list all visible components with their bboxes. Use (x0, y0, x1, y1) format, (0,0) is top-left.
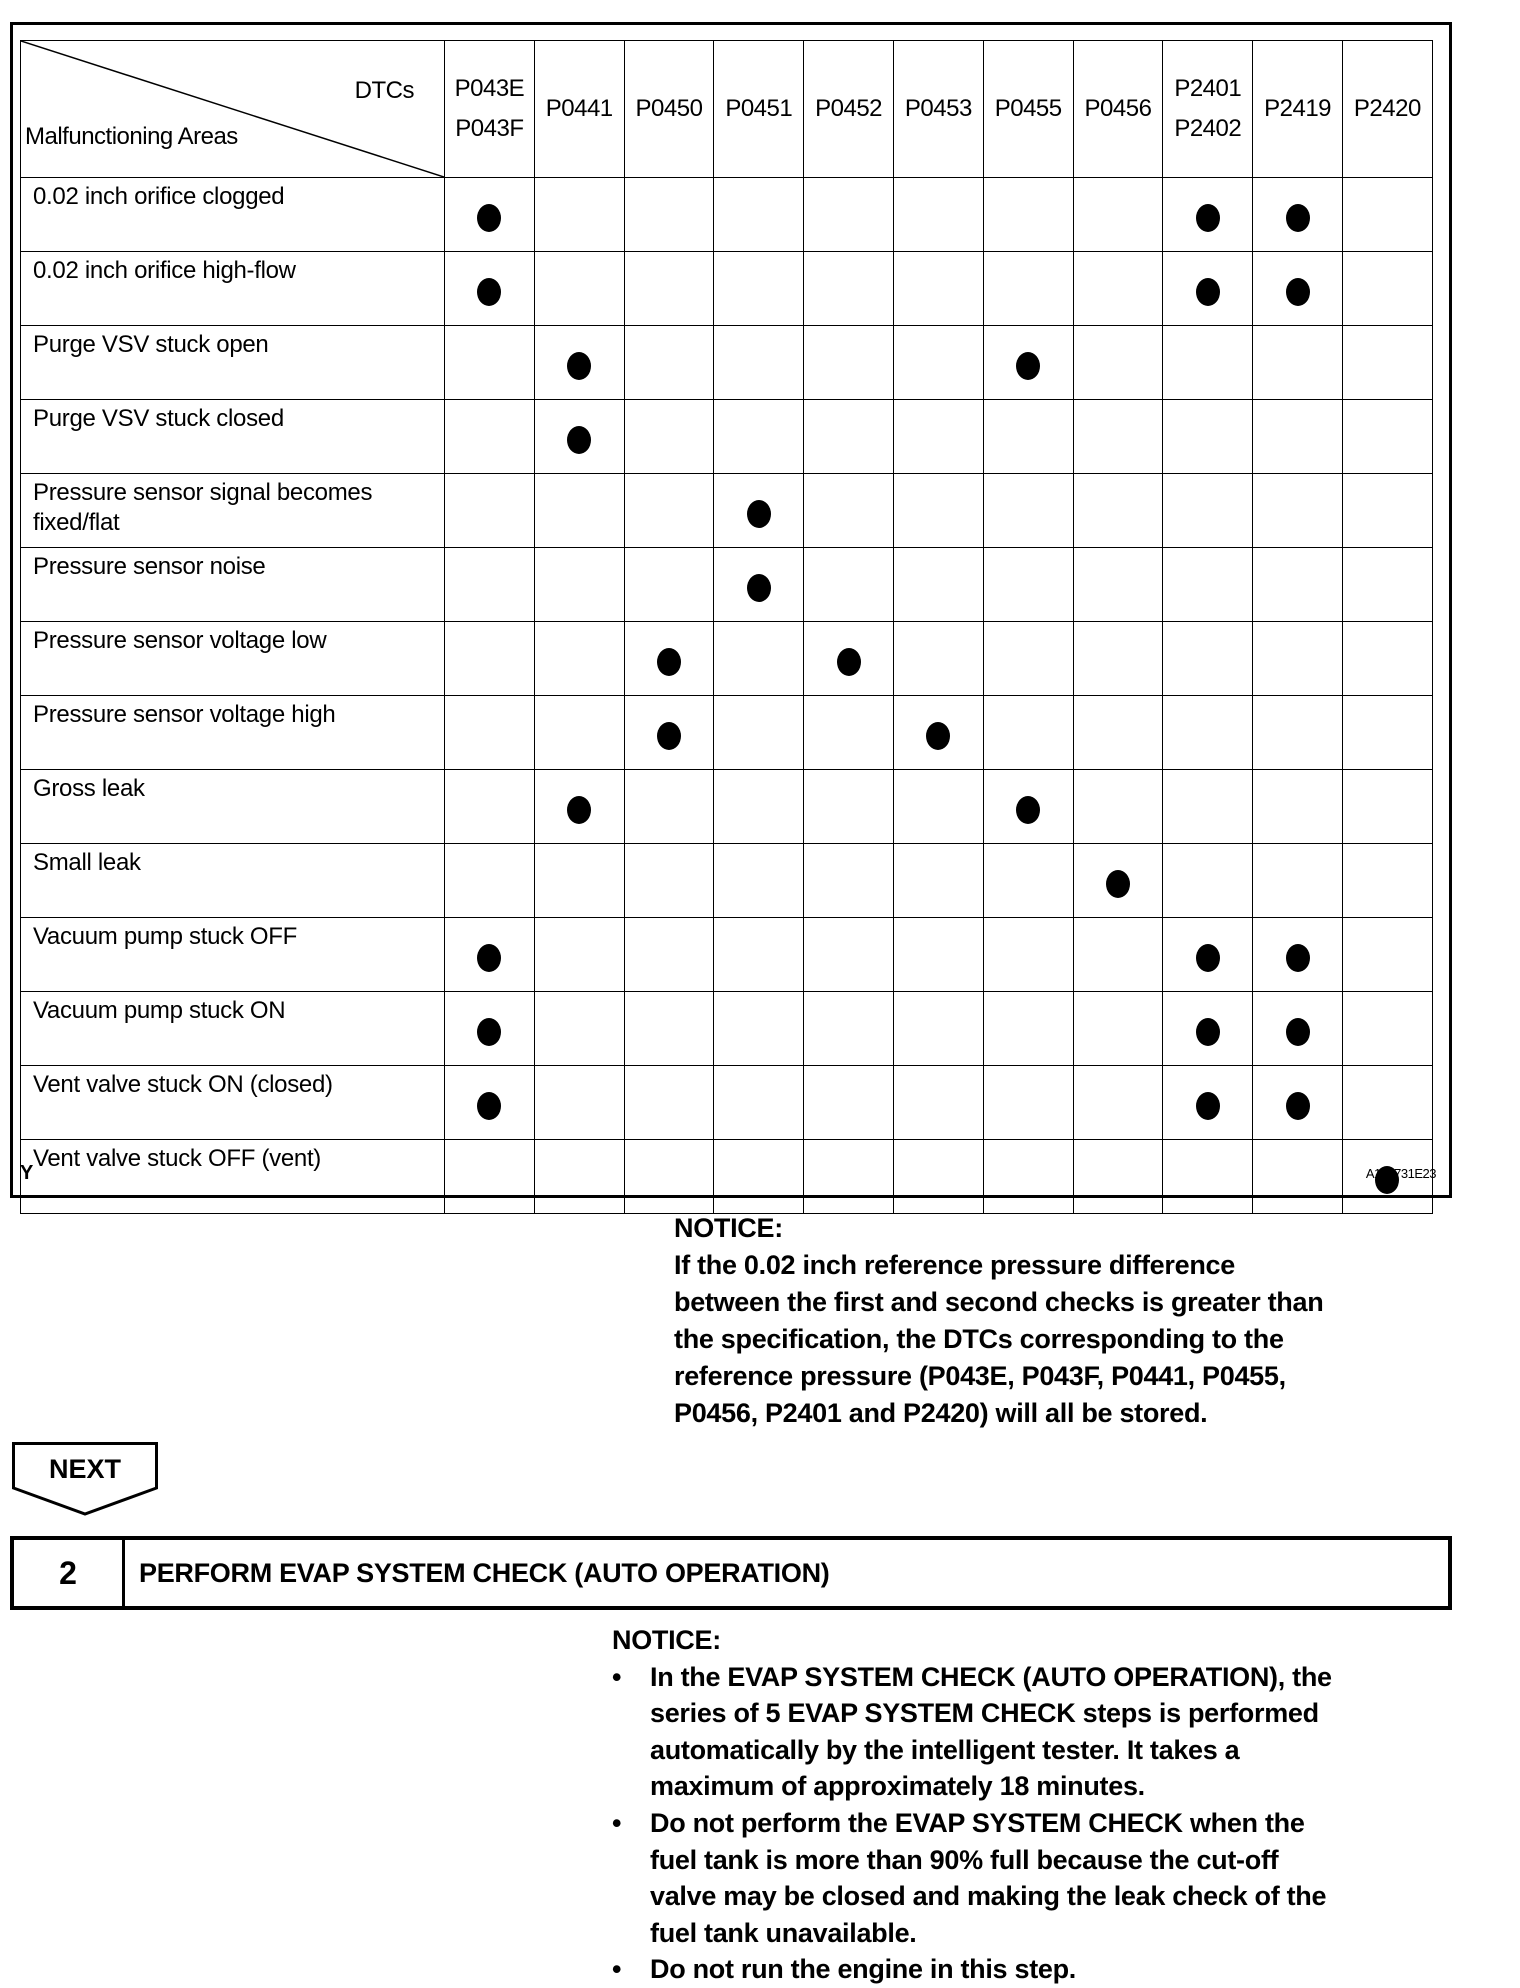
matrix-cell (534, 918, 624, 992)
matrix-cell (804, 622, 894, 696)
table-row (21, 844, 1433, 918)
matrix-cell (714, 1066, 804, 1140)
matrix-cell (534, 252, 624, 326)
matrix-cell (983, 474, 1073, 548)
matrix-cell (1163, 400, 1253, 474)
applicable-dot-icon (567, 426, 591, 454)
applicable-dot-icon (1286, 278, 1310, 306)
matrix-cell (1163, 252, 1253, 326)
malfunction-area: 0.02 inch orifice clogged (21, 178, 445, 252)
matrix-cell (1342, 178, 1432, 252)
applicable-dot-icon (567, 796, 591, 824)
matrix-cell (1073, 844, 1163, 918)
matrix-cell (714, 622, 804, 696)
matrix-cell (804, 992, 894, 1066)
dtc-code: P0452 (815, 95, 883, 122)
matrix-cell (1073, 326, 1163, 400)
dtc-code: P2401 (1174, 75, 1242, 102)
applicable-dot-icon (1286, 1018, 1310, 1046)
matrix-cell (1073, 992, 1163, 1066)
matrix-cell (445, 1140, 535, 1214)
matrix-cell (445, 326, 535, 400)
dtc-code: P043F (455, 115, 524, 142)
matrix-cell (624, 400, 714, 474)
notice-item (612, 1659, 1332, 1805)
matrix-cell (983, 1140, 1073, 1214)
notice-2 (612, 1622, 1332, 1988)
applicable-dot-icon (477, 1018, 501, 1046)
matrix-cell (624, 474, 714, 548)
bullet-icon: • (612, 1954, 622, 1985)
matrix-cell (534, 696, 624, 770)
step-number: 2 (14, 1540, 125, 1606)
matrix-cell (1163, 622, 1253, 696)
notice-line: series of 5 EVAP SYSTEM CHECK steps is performed (650, 1698, 1319, 1729)
applicable-dot-icon (1286, 1092, 1310, 1120)
step-title: PERFORM EVAP SYSTEM CHECK (AUTO OPERATION) (139, 1557, 830, 1588)
matrix-cell (983, 844, 1073, 918)
malfunction-area: Vacuum pump stuck ON (21, 992, 445, 1066)
dtc-column-header (893, 41, 983, 178)
notice-line: fuel tank unavailable. (650, 1917, 917, 1948)
matrix-cell (983, 696, 1073, 770)
matrix-cell (1253, 178, 1343, 252)
matrix-cell (1253, 696, 1343, 770)
matrix-cell (445, 474, 535, 548)
matrix-cell (624, 844, 714, 918)
notice-line: reference pressure (P043E, P043F, P0441, P0455, (674, 1361, 1286, 1391)
malfunctioning-areas-label: Malfunctioning Areas (25, 123, 238, 150)
matrix-cell (893, 696, 983, 770)
header-row (21, 41, 1433, 178)
matrix-cell (1163, 844, 1253, 918)
applicable-dot-icon (477, 1092, 501, 1120)
matrix-cell (1342, 400, 1432, 474)
matrix-cell (714, 1140, 804, 1214)
matrix-cell (1163, 696, 1253, 770)
table-row (21, 622, 1433, 696)
matrix-cell (893, 252, 983, 326)
matrix-cell (1342, 622, 1432, 696)
matrix-cell (534, 622, 624, 696)
applicable-dot-icon (1016, 352, 1040, 380)
matrix-cell (893, 1140, 983, 1214)
matrix-cell (714, 696, 804, 770)
matrix-cell (804, 770, 894, 844)
matrix-cell (534, 1140, 624, 1214)
matrix-cell (1163, 918, 1253, 992)
next-button[interactable] (12, 1442, 158, 1516)
matrix-cell (804, 918, 894, 992)
notice-line: Do not perform the EVAP SYSTEM CHECK when the (650, 1807, 1305, 1838)
matrix-cell (1342, 992, 1432, 1066)
notice-line: between the first and second checks is greater than (674, 1287, 1324, 1317)
dtc-column-header (983, 41, 1073, 178)
matrix-cell (983, 770, 1073, 844)
bullet-icon: • (612, 1661, 622, 1692)
matrix-cell (804, 1140, 894, 1214)
matrix-cell (1253, 326, 1343, 400)
step-header (10, 1536, 1452, 1610)
matrix-cell (1073, 696, 1163, 770)
matrix-cell (714, 400, 804, 474)
notice-1 (674, 1210, 1323, 1432)
matrix-cell (445, 770, 535, 844)
matrix-cell (893, 844, 983, 918)
matrix-cell (1073, 252, 1163, 326)
matrix-cell (534, 474, 624, 548)
matrix-cell (714, 548, 804, 622)
matrix-cell (445, 992, 535, 1066)
malfunction-area: Vent valve stuck OFF (vent) (21, 1140, 445, 1214)
matrix-cell (445, 844, 535, 918)
matrix-cell (445, 548, 535, 622)
matrix-cell (534, 992, 624, 1066)
dtc-column-header (1163, 41, 1253, 178)
table-row (21, 400, 1433, 474)
matrix-cell (1342, 1066, 1432, 1140)
notice-line: automatically by the intelligent tester. It takes a (650, 1734, 1240, 1765)
applicable-dot-icon (1106, 870, 1130, 898)
applicable-dot-icon (926, 722, 950, 750)
matrix-cell (893, 178, 983, 252)
dtcs-label: DTCs (354, 77, 414, 104)
notice-heading: NOTICE: (612, 1625, 721, 1655)
matrix-cell (804, 844, 894, 918)
matrix-cell (1253, 992, 1343, 1066)
malfunction-area: 0.02 inch orifice high-flow (21, 252, 445, 326)
dtc-column-header (1253, 41, 1343, 178)
applicable-dot-icon (1196, 1018, 1220, 1046)
matrix-cell (1253, 548, 1343, 622)
notice-line: If the 0.02 inch reference pressure difference (674, 1250, 1235, 1280)
matrix-cell (624, 1140, 714, 1214)
matrix-cell (804, 400, 894, 474)
applicable-dot-icon (657, 722, 681, 750)
malfunction-area: Purge VSV stuck closed (21, 400, 445, 474)
matrix-cell (1073, 1066, 1163, 1140)
applicable-dot-icon (567, 352, 591, 380)
matrix-cell (1163, 548, 1253, 622)
matrix-cell (1073, 918, 1163, 992)
applicable-dot-icon (1286, 944, 1310, 972)
matrix-cell (445, 622, 535, 696)
matrix-cell (714, 918, 804, 992)
table-row (21, 1140, 1433, 1214)
matrix-cell (804, 696, 894, 770)
matrix-cell (534, 1066, 624, 1140)
dtc-code: P0456 (1084, 95, 1152, 122)
applicable-dot-icon (747, 500, 771, 528)
matrix-cell (624, 326, 714, 400)
matrix-cell (893, 918, 983, 992)
matrix-cell (714, 326, 804, 400)
applicable-dot-icon (1196, 944, 1220, 972)
matrix-cell (983, 548, 1073, 622)
matrix-cell (1073, 770, 1163, 844)
matrix-cell (445, 696, 535, 770)
matrix-cell (624, 918, 714, 992)
malfunction-area: Gross leak (21, 770, 445, 844)
matrix-cell (445, 178, 535, 252)
matrix-cell (893, 1066, 983, 1140)
matrix-cell (534, 178, 624, 252)
y-label: Y (20, 1162, 34, 1184)
matrix-cell (624, 696, 714, 770)
dtc-column-header (624, 41, 714, 178)
malfunction-area: Vent valve stuck ON (closed) (21, 1066, 445, 1140)
dtc-code: P043E (454, 75, 525, 102)
matrix-cell (1073, 1140, 1163, 1214)
matrix-cell (445, 252, 535, 326)
applicable-dot-icon (747, 574, 771, 602)
matrix-cell (983, 400, 1073, 474)
matrix-cell (1163, 1066, 1253, 1140)
notice-line: maximum of approximately 18 minutes. (650, 1771, 1145, 1802)
notice-item (612, 1805, 1332, 1951)
matrix-cell (1342, 918, 1432, 992)
matrix-cell (1163, 1140, 1253, 1214)
table-row (21, 326, 1433, 400)
dtc-column-header (1342, 41, 1432, 178)
matrix-cell (1342, 326, 1432, 400)
matrix-cell (624, 770, 714, 844)
table-row (21, 770, 1433, 844)
notice-line: Do not run the engine in this step. (650, 1954, 1076, 1985)
matrix-cell (445, 400, 535, 474)
notice-line: In the EVAP SYSTEM CHECK (AUTO OPERATION), the (650, 1661, 1332, 1692)
matrix-cell (893, 622, 983, 696)
matrix-cell (1342, 252, 1432, 326)
matrix-cell (714, 992, 804, 1066)
matrix-cell (1253, 474, 1343, 548)
applicable-dot-icon (477, 944, 501, 972)
matrix-cell (534, 844, 624, 918)
matrix-cell (893, 474, 983, 548)
applicable-dot-icon (1196, 278, 1220, 306)
notice-line: P0456, P2401 and P2420) will all be stored. (674, 1398, 1208, 1428)
matrix-cell (1163, 326, 1253, 400)
notice-line: fuel tank is more than 90% full because the cut-off (650, 1844, 1279, 1875)
matrix-cell (714, 844, 804, 918)
malfunction-area: Vacuum pump stuck OFF (21, 918, 445, 992)
applicable-dot-icon (477, 278, 501, 306)
applicable-dot-icon (1286, 204, 1310, 232)
matrix-cell (445, 1066, 535, 1140)
matrix-cell (1342, 844, 1432, 918)
matrix-cell (983, 992, 1073, 1066)
applicable-dot-icon (1196, 204, 1220, 232)
dtc-code: P2402 (1174, 115, 1242, 142)
matrix-cell (983, 622, 1073, 696)
matrix-cell (804, 548, 894, 622)
matrix-cell (534, 770, 624, 844)
dtc-column-header (534, 41, 624, 178)
dtc-code: P0441 (545, 95, 613, 122)
next-label: NEXT (48, 1454, 121, 1484)
applicable-dot-icon (837, 648, 861, 676)
matrix-cell (534, 400, 624, 474)
matrix-cell (804, 326, 894, 400)
matrix-cell (983, 918, 1073, 992)
matrix-cell (983, 326, 1073, 400)
dtc-code: P0453 (904, 95, 972, 122)
matrix-cell (1073, 622, 1163, 696)
malfunction-area: Small leak (21, 844, 445, 918)
matrix-cell (624, 548, 714, 622)
table-row (21, 992, 1433, 1066)
notice-heading: NOTICE: (674, 1213, 783, 1243)
dtc-code: P0451 (725, 95, 793, 122)
matrix-cell (1342, 474, 1432, 548)
matrix-cell (1253, 770, 1343, 844)
figure-id: A106731E23 (1365, 1166, 1436, 1181)
matrix-cell (534, 326, 624, 400)
matrix-cell (624, 992, 714, 1066)
malfunction-area: Pressure sensor voltage low (21, 622, 445, 696)
matrix-cell (624, 1066, 714, 1140)
matrix-cell (1163, 992, 1253, 1066)
dtc-column-header (804, 41, 894, 178)
matrix-cell (714, 178, 804, 252)
matrix-cell (1253, 1066, 1343, 1140)
matrix-cell (1253, 252, 1343, 326)
matrix-cell (1253, 400, 1343, 474)
matrix-cell (1253, 1140, 1343, 1214)
matrix-cell (1253, 622, 1343, 696)
dtc-code: P0455 (994, 95, 1062, 122)
matrix-cell (893, 548, 983, 622)
matrix-cell (624, 178, 714, 252)
matrix-cell (804, 252, 894, 326)
table-row (21, 548, 1433, 622)
malfunction-area: Pressure sensor noise (21, 548, 445, 622)
notice-item (612, 1951, 1332, 1988)
matrix-cell (445, 918, 535, 992)
applicable-dot-icon (1016, 796, 1040, 824)
matrix-cell (1253, 844, 1343, 918)
malfunction-area: Pressure sensor voltage high (21, 696, 445, 770)
matrix-cell (714, 770, 804, 844)
notice-line: valve may be closed and making the leak check of the (650, 1881, 1327, 1912)
matrix-cell (804, 1066, 894, 1140)
malfunction-area: Purge VSV stuck open (21, 326, 445, 400)
matrix-cell (624, 252, 714, 326)
matrix-cell (983, 252, 1073, 326)
matrix-cell (893, 992, 983, 1066)
matrix-cell (804, 178, 894, 252)
matrix-cell (893, 770, 983, 844)
corner-cell (21, 41, 445, 178)
notice-list (612, 1659, 1332, 1988)
matrix-cell (1342, 696, 1432, 770)
matrix-cell (1342, 548, 1432, 622)
malfunction-area: Pressure sensor signal becomes fixed/flat (21, 474, 445, 548)
matrix-cell (714, 474, 804, 548)
matrix-cell (1163, 178, 1253, 252)
notice-line: the specification, the DTCs corresponding to the (674, 1324, 1284, 1354)
table-row (21, 696, 1433, 770)
matrix-cell (1073, 474, 1163, 548)
dtc-code: P2420 (1353, 95, 1421, 122)
matrix-cell (1073, 548, 1163, 622)
dtc-code: P0450 (635, 95, 703, 122)
dtc-column-header (714, 41, 804, 178)
matrix-cell (624, 622, 714, 696)
matrix-cell (893, 326, 983, 400)
matrix-cell (1073, 400, 1163, 474)
matrix-cell (534, 548, 624, 622)
dtc-code: P2419 (1264, 95, 1332, 122)
table-row (21, 252, 1433, 326)
applicable-dot-icon (477, 204, 501, 232)
matrix-cell (1163, 474, 1253, 548)
table-row (21, 178, 1433, 252)
matrix-cell (1253, 918, 1343, 992)
matrix-cell (1073, 178, 1163, 252)
matrix-cell (1342, 770, 1432, 844)
table-row (21, 474, 1433, 548)
matrix-cell (1163, 770, 1253, 844)
dtc-matrix-table (20, 40, 1433, 1214)
matrix-cell (714, 252, 804, 326)
dtc-column-header (445, 41, 535, 178)
matrix-cell (983, 178, 1073, 252)
applicable-dot-icon (1196, 1092, 1220, 1120)
matrix-cell (804, 474, 894, 548)
table-row (21, 918, 1433, 992)
applicable-dot-icon (657, 648, 681, 676)
bullet-icon: • (612, 1807, 622, 1838)
matrix-cell (983, 1066, 1073, 1140)
matrix-cell (893, 400, 983, 474)
table-row (21, 1066, 1433, 1140)
dtc-column-header (1073, 41, 1163, 178)
